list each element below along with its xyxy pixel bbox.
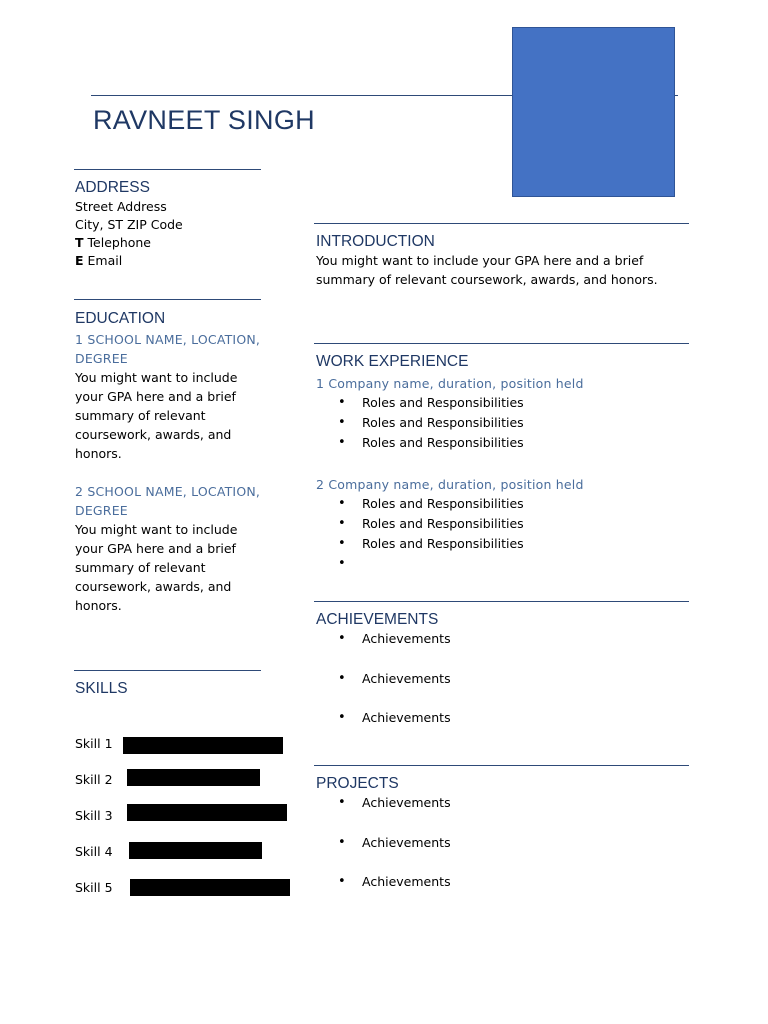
job-responsibilities: [316, 494, 676, 574]
job-title: 2 Company name, duration, position held: [316, 477, 584, 492]
introduction-heading: INTRODUCTION: [316, 233, 435, 250]
skill-label: Skill 3: [75, 808, 113, 823]
school-title-line: 1 SCHOOL NAME, LOCATION,: [75, 332, 261, 347]
skills-heading: SKILLS: [75, 680, 128, 697]
achievements-list: [316, 629, 676, 748]
phone-label: T: [75, 235, 84, 250]
phone-line: [75, 234, 183, 252]
achievement-item: • Achievements: [316, 708, 676, 748]
email-line: [75, 252, 183, 270]
phone-value: Telephone: [87, 235, 151, 250]
project-item: • Achievements: [316, 793, 676, 833]
work-rule: [314, 343, 689, 344]
school-desc-line: You might want to include: [75, 522, 238, 537]
responsibility-item: • Roles and Responsibilities: [316, 413, 676, 433]
email-label: E: [75, 253, 84, 268]
school-entry: [75, 330, 260, 463]
responsibility-item: • Roles and Responsibilities: [316, 494, 676, 514]
email-value: Email: [87, 253, 123, 268]
projects-rule: [314, 765, 689, 766]
introduction-text: [316, 251, 658, 289]
responsibility-item: • Roles and Responsibilities: [316, 433, 676, 453]
achievements-rule: [314, 601, 689, 602]
projects-heading: PROJECTS: [316, 775, 399, 792]
education-rule: [74, 299, 261, 300]
skill-label: Skill 1: [75, 736, 113, 751]
job-responsibilities: [316, 393, 676, 453]
introduction-line: summary of relevant coursework, awards, and honors.: [316, 272, 658, 287]
introduction-line: You might want to include your GPA here and a brief: [316, 253, 644, 268]
skill-bar: [130, 879, 290, 896]
skill-label: Skill 2: [75, 772, 113, 787]
skill-bar: [127, 769, 260, 786]
skill-label: Skill 5: [75, 880, 113, 895]
responsibility-item: [316, 554, 676, 574]
job-title: 1 Company name, duration, position held: [316, 376, 584, 391]
achievement-item: • Achievements: [316, 669, 676, 709]
achievement-item: • Achievements: [316, 629, 676, 669]
candidate-name: RAVNEET SINGH: [93, 105, 315, 135]
introduction-rule: [314, 223, 689, 224]
skill-bar: [129, 842, 262, 859]
city-state-zip: City, ST ZIP Code: [75, 217, 183, 232]
address-rule: [74, 169, 261, 170]
skill-label: Skill 4: [75, 844, 113, 859]
school-desc-line: your GPA here and a brief: [75, 541, 236, 556]
street-address: Street Address: [75, 199, 167, 214]
school-desc-line: honors.: [75, 446, 122, 461]
school-desc-line: coursework, awards, and: [75, 579, 232, 594]
skill-bar: [127, 804, 287, 821]
work-heading: WORK EXPERIENCE: [316, 353, 469, 370]
school-title-line: 2 SCHOOL NAME, LOCATION,: [75, 484, 261, 499]
skills-rule: [74, 670, 261, 671]
achievements-heading: ACHIEVEMENTS: [316, 611, 439, 628]
skill-bar: [123, 737, 283, 754]
address-block: [75, 198, 183, 270]
responsibility-item: • Roles and Responsibilities: [316, 514, 676, 534]
school-title-line: DEGREE: [75, 503, 128, 518]
project-item: • Achievements: [316, 833, 676, 873]
school-desc-line: summary of relevant: [75, 560, 206, 575]
school-desc-line: your GPA here and a brief: [75, 389, 236, 404]
school-entry: [75, 482, 260, 615]
address-heading: ADDRESS: [75, 179, 150, 196]
school-desc-line: honors.: [75, 598, 122, 613]
project-item: • Achievements: [316, 872, 676, 912]
school-desc-line: coursework, awards, and: [75, 427, 232, 442]
school-desc-line: summary of relevant: [75, 408, 206, 423]
education-heading: EDUCATION: [75, 310, 166, 327]
responsibility-item: • Roles and Responsibilities: [316, 393, 676, 413]
responsibility-item: • Roles and Responsibilities: [316, 534, 676, 554]
school-desc-line: You might want to include: [75, 370, 238, 385]
school-title-line: DEGREE: [75, 351, 128, 366]
photo-placeholder: [512, 27, 675, 197]
projects-list: [316, 793, 676, 912]
